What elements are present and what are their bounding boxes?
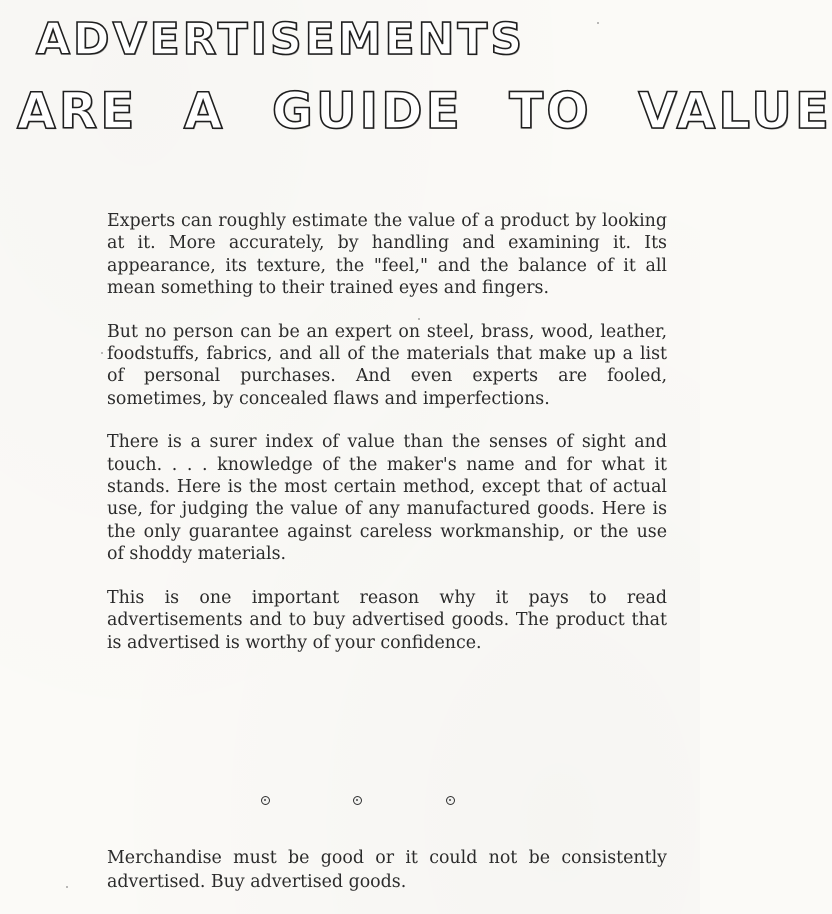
dot-ornament-icon — [446, 796, 455, 805]
speck-mark — [418, 318, 420, 320]
paragraph-surer-index: There is a surer index of value than the senses of sight and touch. . . . knowledge of the maker's name and for what it stands. Here is the most certain method, except that of actual use, for judging the value of any manufactured goods. Here is the only guarantee against careless workmanship, or the use of shoddy materials. — [107, 432, 667, 565]
body-copy — [107, 210, 667, 675]
dot-ornament-icon — [353, 796, 362, 805]
speck-mark — [66, 886, 68, 888]
speck-mark — [101, 352, 103, 354]
headline-line-1: ADVERTISEMENTS — [36, 14, 526, 65]
paragraph-important-reason: This is one important reason why it pays to read advertisements and to buy advertised goods. The product that is advertised is worthy of your confidence. — [107, 587, 667, 653]
ornament-divider — [0, 796, 700, 816]
paragraph-experts: Experts can roughly estimate the value of a product by looking at it. More accurately, by handling and examining it. Its appearance, its texture, the "feel," and the balance of it all mean something to their trained eyes and fingers. — [107, 211, 667, 299]
paragraph-no-expert: But no person can be an expert on steel, brass, wood, leather, foodstuffs, fabrics, and all of the materials that make up a list of personal purchases. And even experts are fooled, sometimes, by concealed flaws and imperfections. — [107, 321, 667, 409]
dot-ornament-icon — [261, 796, 270, 805]
speck-mark — [597, 22, 599, 24]
closing-statement: Merchandise must be good or it could not be consistently advertised. Buy advertised goods. — [107, 848, 667, 892]
headline-line-2: ARE A GUIDE TO VALUE — [17, 82, 832, 140]
